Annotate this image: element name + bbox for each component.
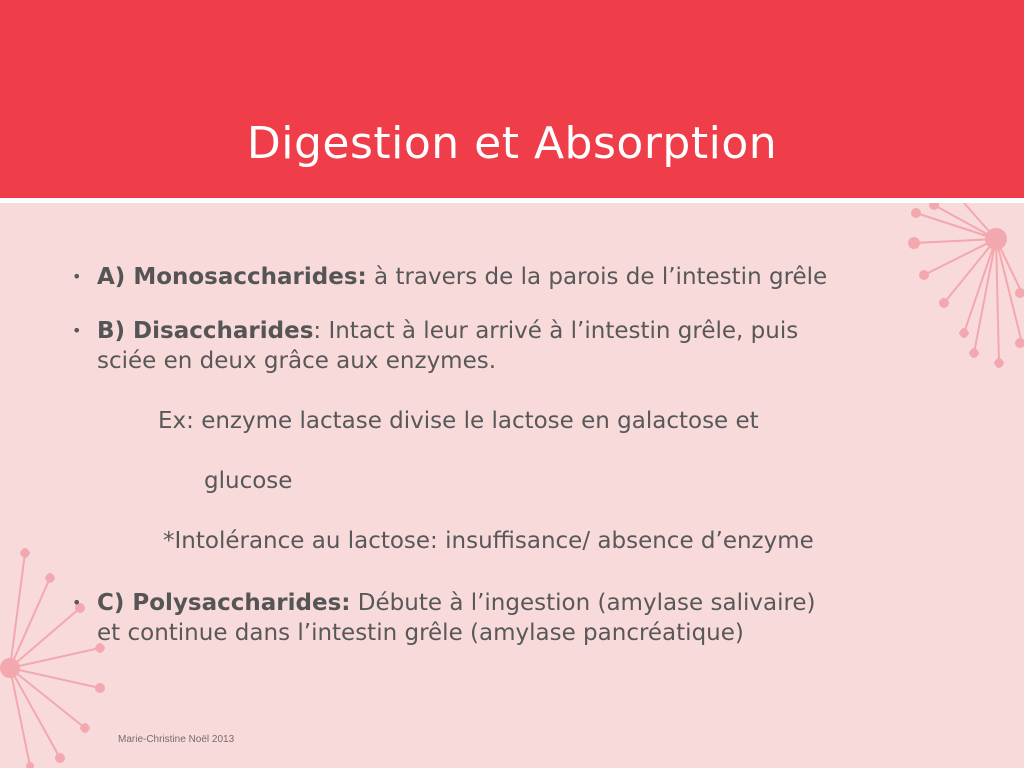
bullet-dot-icon: • bbox=[72, 593, 82, 612]
bullet-text: Débute à l’ingestion (amylase salivaire) bbox=[350, 590, 816, 616]
bullet-dot-icon: • bbox=[72, 267, 82, 286]
bullet-text: : Intact à leur arrivé à l’intestin grêle, puis bbox=[313, 318, 799, 344]
bullet-heading: A) Monosaccharides: bbox=[97, 264, 367, 290]
example-line-1: Ex: enzyme lactase divise le lactose en galactose et bbox=[158, 408, 759, 434]
bullet-dot-icon: • bbox=[72, 321, 82, 340]
footer-credit: Marie-Christine Noël 2013 bbox=[118, 734, 235, 745]
example-line-2: glucose bbox=[204, 468, 293, 494]
bullet-heading: C) Polysaccharides: bbox=[97, 590, 351, 616]
bullet-heading: B) Disaccharides bbox=[97, 318, 314, 344]
slide-title: Digestion et Absorption bbox=[246, 118, 778, 169]
intolerance-note: *Intolérance au lactose: insuffisance/ absence d’enzyme bbox=[163, 528, 814, 554]
bullet-continuation: et continue dans l’intestin grêle (amylase pancréatique) bbox=[97, 620, 744, 646]
bullet-continuation: sciée en deux grâce aux enzymes. bbox=[97, 348, 497, 374]
bullet-text: à travers de la parois de l’intestin grêle bbox=[366, 264, 828, 290]
